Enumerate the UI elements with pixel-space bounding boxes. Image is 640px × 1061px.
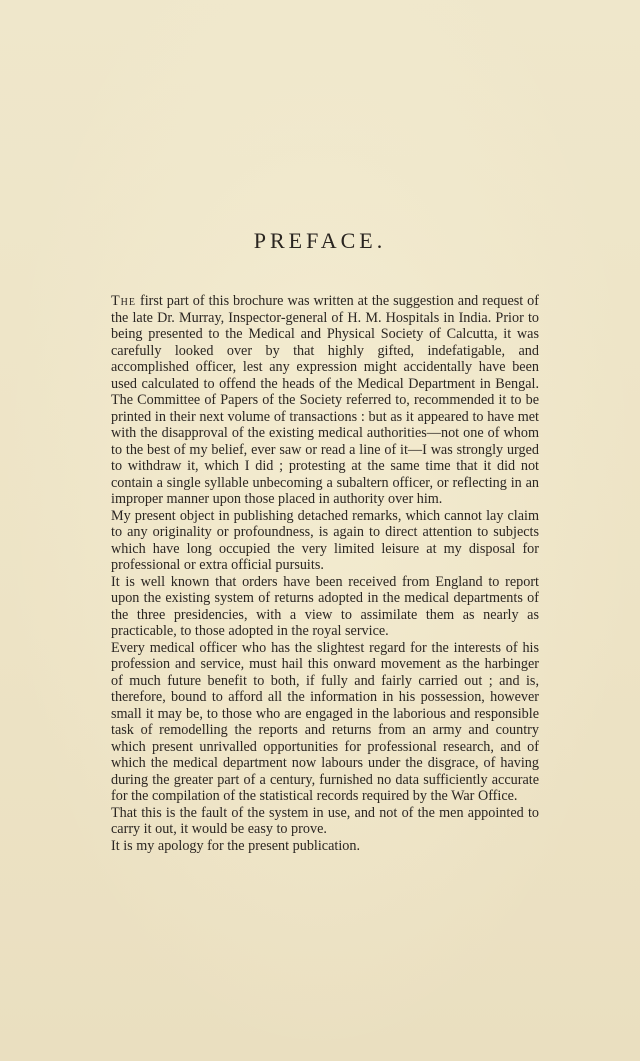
paragraph-1 xyxy=(111,293,539,508)
paragraph-text: My present object in publishing detached remarks, which cannot lay claim to any originality or profoundness, is again to direct attention to subjects which have long occupied the very limited leisure at my disposal for professional or extra official pursuits. xyxy=(111,507,539,573)
paragraph-lead-word: The xyxy=(111,293,136,309)
paragraph-text: It is well known that orders have been received from England to report upon the existing system of returns adopted in the medical departments of the three presidencies, with a view to assimilate them as nearly as practicable, to those adopted in the royal service. xyxy=(111,573,539,639)
paragraph-text: It is my apology for the present publication. xyxy=(111,837,361,854)
paragraph-3 xyxy=(111,574,539,640)
preface-body xyxy=(111,293,539,854)
paragraph-4 xyxy=(111,640,539,805)
page-title: PREFACE. xyxy=(253,228,387,253)
paragraph-2 xyxy=(111,508,539,574)
paragraph-5 xyxy=(111,805,539,838)
paragraph-text: first part of this brochure was written at the suggestion and request of the late Dr. Murray, Inspector-general of H. M. Hospitals in India. Prior to being presented to the Medical and Physical Society of Calcutta, it was carefully looked over by that highly gifted, indefatigable, and accomplished officer, lest any expression might accidentally have been used calculated to offend the heads of the Medical Department in Bengal. The Committee of Papers of the Society referred to, recommended it to be printed in their next volume of transactions : but as it appeared to have met with the disapproval of the existing medical authorities—not one of whom to the best of my belief, ever saw or read a line of it—I was strongly urged to withdraw it, which I did ; protesting at the same time that it did not contain a single syllable unbecoming a subaltern officer, or reflecting in an improper manner upon those placed in authority over him. xyxy=(111,293,539,507)
paragraph-6 xyxy=(111,838,539,855)
paragraph-text: That this is the fault of the system in use, and not of the men appointed to carry it out, it would be easy to prove. xyxy=(111,804,539,837)
paragraph-text: Every medical officer who has the slightest regard for the interests of his profession and service, must hail this onward movement as the harbinger of much future benefit to both, if fully and fairly carried out ; and is, therefore, bound to afford all the information in his possession, however small it may be, to those who are engaged in the laborious and responsible task of remodelling the reports and returns from an army and country which present unrivalled opportunities for professional research, and of which the medical department now labours under the disgrace, of having during the greater part of a century, furnished no data sufficiently accurate for the compilation of the statistical records required by the War Office. xyxy=(111,639,539,804)
